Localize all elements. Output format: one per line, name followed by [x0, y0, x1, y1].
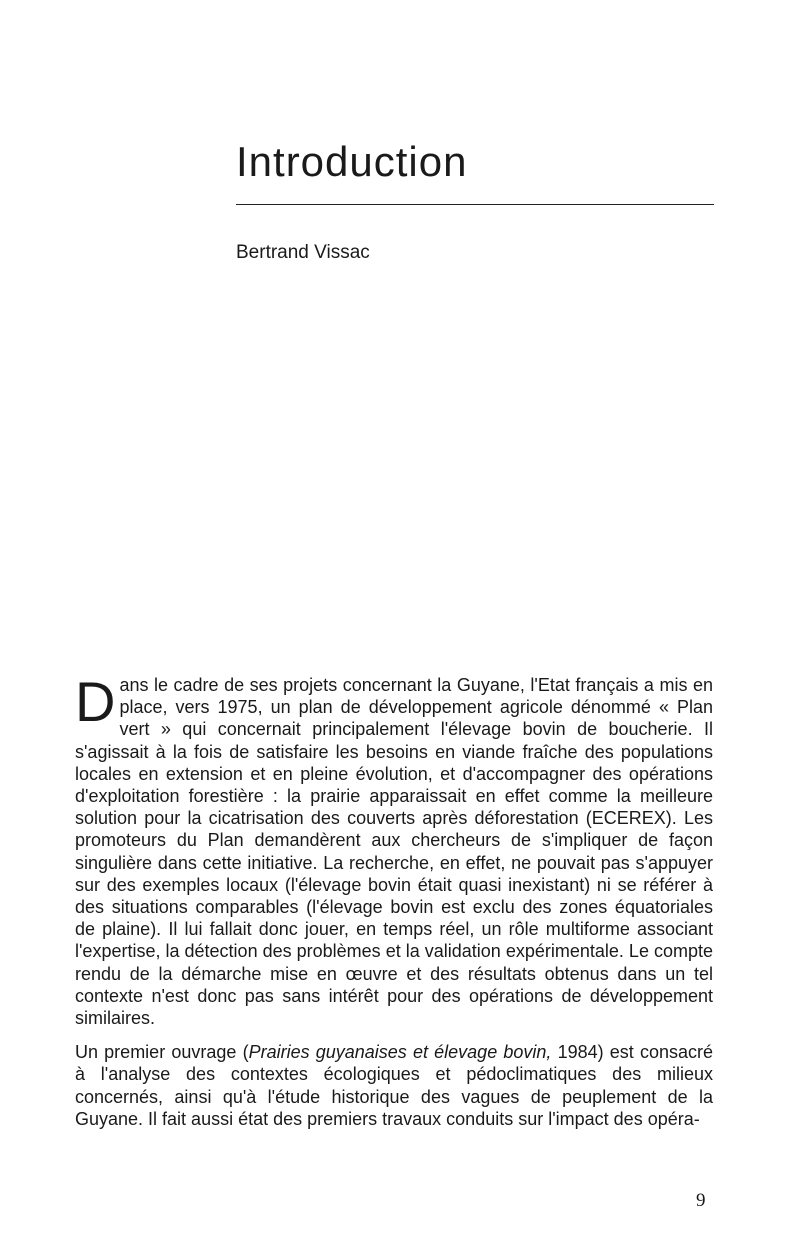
body-text [75, 670, 713, 1130]
paragraph-2 [75, 1041, 713, 1130]
paragraph-1-text: ans le cadre de ses projets concernant la Guyane, l'Etat français a mis en place, vers 1975, un plan de développement agricole dénommé « Plan vert » qui concernait principalement l'élevage bovin de boucherie. Il s'agissait à la fois de satisfaire les besoins en viande fraîche des populations locales en extension et en pleine évolution, et d'accompagner des opérations d'exploitation forestière : la prairie apparaissait en effet comme la meilleure solution pour la cicatrisation des couverts après déforestation (ECEREX). Les promoteurs du Plan demandèrent aux chercheurs de s'impliquer de façon singulière dans cette initiative. La recherche, en effet, ne pouvait pas s'appuyer sur des exemples locaux (l'élevage bovin était quasi inexistant) ni se référer à des situations comparables (l'élevage bovin est exclu des zones équatoriales de plaine). Il lui fallait donc jouer, en temps réel, un rôle multiforme associant l'expertise, la détection des problèmes et la validation expérimentale. Le compte rendu de la démarche mise en œuvre et des résultats obtenus dans un tel contexte n'est donc pas sans intérêt pour des opérations de développement similaires. [75, 675, 713, 1029]
drop-cap: D [75, 670, 116, 733]
title-rule [236, 204, 714, 205]
book-title-italic: Prairies guyanaises et élevage bovin, [248, 1042, 552, 1063]
paragraph-2-after: 1984) est consacré à l'analyse des contextes écologiques et pédoclimatiques des milieux concernés, ainsi qu'à l'étude historique des vagues de peuplement de la Guyane. Il fait aussi état des premiers travaux conduits sur l'impact des opéra- [75, 1042, 713, 1129]
chapter-title: Introduction [236, 138, 468, 185]
paragraph-2-before: Un premier ouvrage ( [75, 1042, 249, 1063]
paragraph-1 [75, 670, 713, 1029]
page-number: 9 [696, 1190, 706, 1211]
author-name: Bertrand Vissac [236, 242, 370, 263]
